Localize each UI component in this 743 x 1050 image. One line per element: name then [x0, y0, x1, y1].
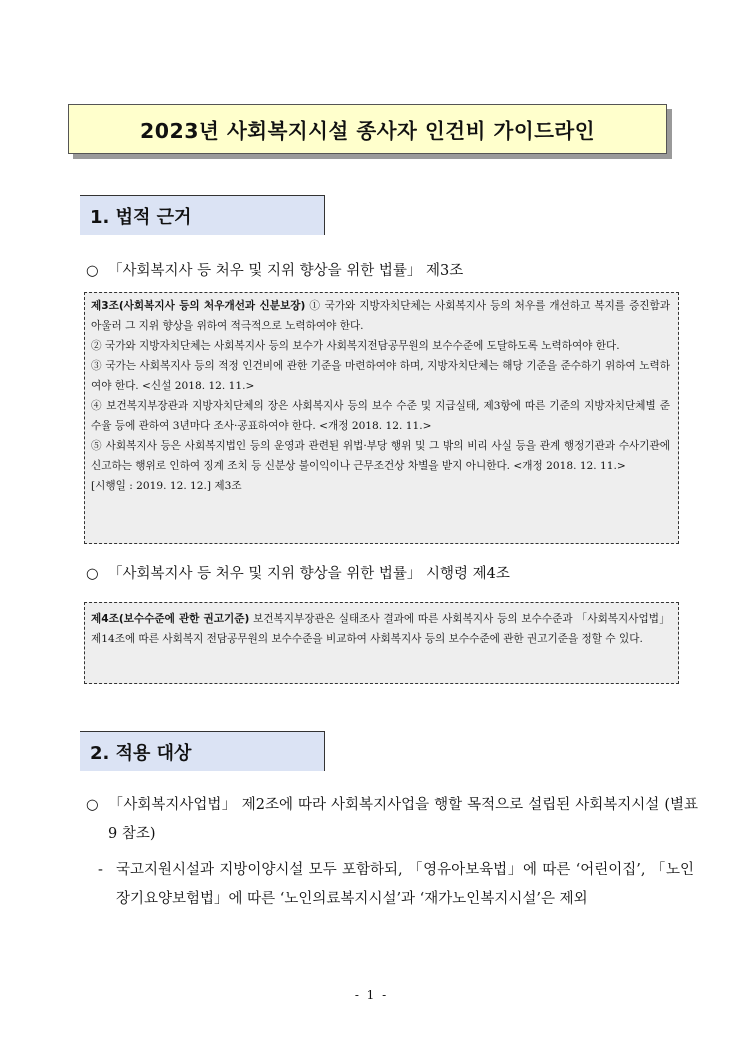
bullet-decree-reference	[86, 562, 510, 583]
bullet-marker: ○	[86, 566, 99, 582]
article-3-para-3: ③ 국가는 사회복지사 등의 적정 인건비에 관한 기준을 마련하여야 하며, 지방자치단체는 해당 기준을 준수하기 위하여 노력하여야 한다. <신설 2018. 12. 11.>	[91, 360, 670, 392]
bullet-marker: ○	[86, 797, 99, 813]
bullet-text: 「사회복지사 등 처우 및 지위 향상을 위한 법률」 제3조	[108, 263, 464, 279]
document-title	[68, 104, 667, 154]
section-heading-text: 2. 적용 대상	[90, 742, 192, 764]
decree-article-4-box	[84, 602, 679, 684]
article-3-para-5: ⑤ 사회복지사 등은 사회복지법인 등의 운영과 관련된 위법·부당 행위 및 그 밖의 비리 사실 등을 관계 행정기관과 수사기관에 신고하는 행위로 인하여 징계 조치 등 신분상 불이익이나 근무조건상 차별을 받지 아니한다. <개정 2018. 12. 11.>	[91, 440, 670, 472]
bullet-law-reference	[86, 259, 463, 280]
section-heading-legal-basis	[80, 195, 325, 235]
article-4-para-1: 제4조(보수수준에 관한 권고기준) 보건복지부장관은 실태조사 결과에 따른 사회복지사 등의 보수수준과 「사회복지사업법」 제14조에 따른 사회복지 전담공무원의 보수수준을 비교하여 사회복지사 등의 보수수준에 관한 권고기준을 정할 수 있다.	[91, 613, 670, 645]
bullet-marker: ○	[86, 263, 99, 279]
bullet-text: 「사회복지사 등 처우 및 지위 향상을 위한 법률」 시행령 제4조	[108, 566, 510, 582]
article-3-para-4: ④ 보건복지부장관과 지방자치단체의 장은 사회복지사 등의 보수 수준 및 지급실태, 제3항에 따른 기준의 지방자치단체별 준수율 등에 관하여 3년마다 조사·공표하여야 한다. <개정 2018. 12. 11.>	[91, 400, 670, 432]
dash-exclusion-note	[98, 856, 694, 914]
article-3-para-1: 제3조(사회복지사 등의 처우개선과 신분보장) ① 국가와 지방자치단체는 사회복지사 등의 처우를 개선하고 복지를 증진함과 아울러 그 지위 향상을 위하여 적극적으로 노력하여야 한다.	[91, 300, 670, 332]
dash-text: 국고지원시설과 지방이양시설 모두 포함하되, 「영유아보육법」에 따른 ‘어린이집’, 「노인장기요양보험법」에 따른 ‘노인의료복지시설’과 ‘재가노인복지시설’은 제외	[116, 862, 694, 907]
article-3-title: 제3조(사회복지사 등의 처우개선과 신분보장)	[91, 300, 306, 312]
dash-marker: -	[98, 862, 103, 878]
document-title-text: 2023년 사회복지시설 종사자 인건비 가이드라인	[139, 119, 596, 143]
section-heading-scope	[80, 731, 325, 771]
page-number: - 1 -	[354, 988, 389, 1002]
article-3-effective-date: [시행일 : 2019. 12. 12.] 제3조	[91, 480, 242, 492]
article-4-title: 제4조(보수수준에 관한 권고기준)	[91, 613, 250, 625]
bullet-text: 「사회복지사업법」 제2조에 따라 사회복지사업을 행할 목적으로 설립된 사회복지시설 (별표9 참조)	[108, 797, 698, 842]
law-article-3-box	[84, 292, 679, 544]
article-3-para-2: ② 국가와 지방자치단체는 사회복지사 등의 보수가 사회복지전담공무원의 보수수준에 도달하도록 노력하여야 한다.	[91, 340, 620, 352]
section-heading-text: 1. 법적 근거	[90, 206, 192, 228]
bullet-scope-facilities	[86, 791, 698, 849]
